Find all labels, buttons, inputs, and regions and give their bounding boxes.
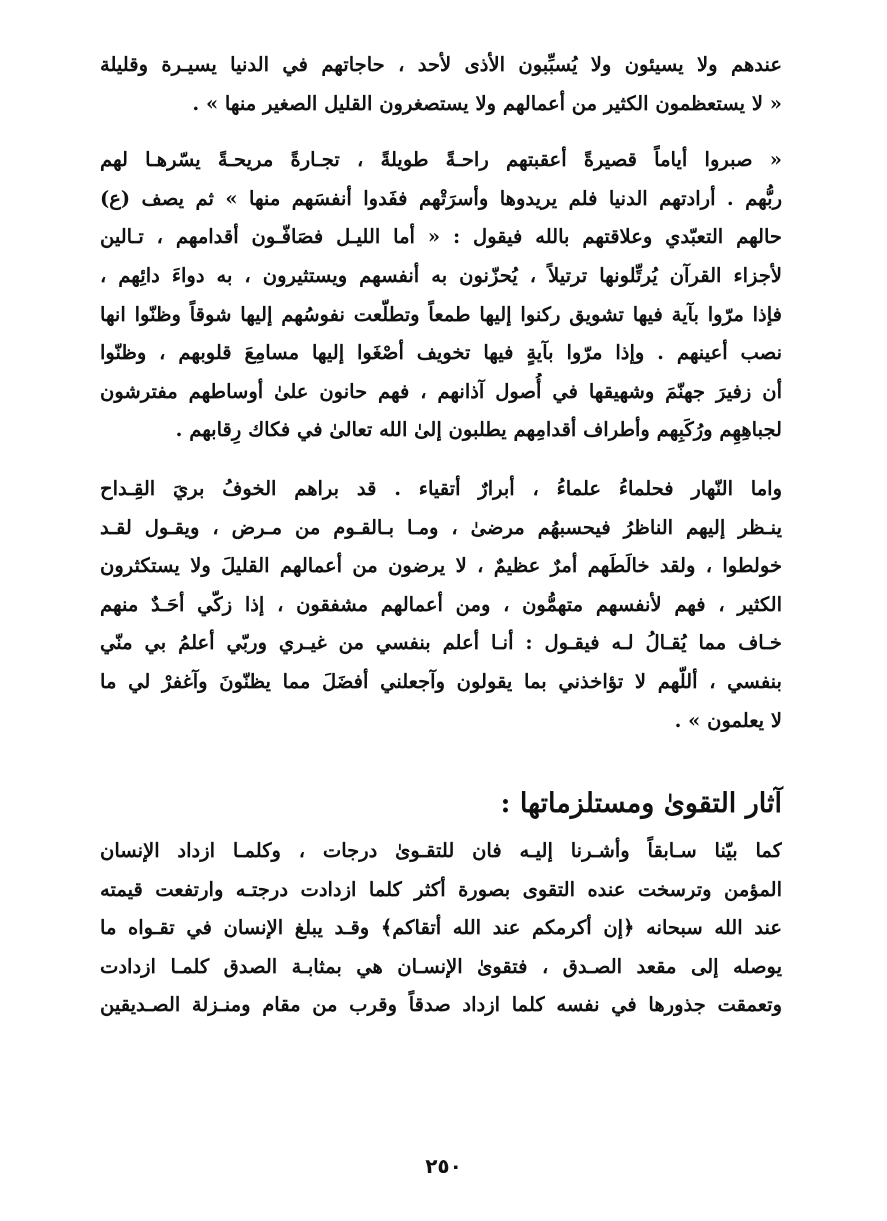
text-line: « صبروا أياماً قصيرةً أعقبتهم راحـةً طويلةً ، تجـارةً مريحـةً يسّرهـا لهم [100, 148, 782, 172]
text-line: بنفسي ، أللّهم لا تؤاخذني بما يقولون وآجعلني أفضَلَ مما يظنّونَ وآغفرْ لي ما [100, 669, 782, 693]
text-line: لجباهِهِم ورُكَبِهم وأطراف أقدامِهم يطلبون إلىٰ الله تعالىٰ في فكاك رِقابهم . [175, 418, 782, 442]
text-line: عند الله سبحانه ﴿إن أكرمكم عند الله أتقاكم﴾ وقـد يبلغ الإنسان في تقـواه ما [100, 916, 782, 940]
text-line: المؤمن وترسخت عنده التقوى بصورة أكثر كلما ازدادت درجتـه وارتفعت قيمته [100, 877, 782, 901]
text-line: نصب أعينهم . وإذا مرّوا بآيةٍ فيها تخويف أصْغَوا إليها مسامِعَ قلوبهم ، وظنّوا [100, 341, 782, 365]
text-line: حالهم التعبّدي وعلاقتهم بالله فيقول : « أما الليـل فصَافّـون أقدامهم ، تـالين [100, 225, 782, 249]
text-line: الكثير ، فهم لأنفسهم متهمُّون ، ومن أعمالهم مشفقون ، إذا زكّي أحَـدٌ منهم [100, 592, 782, 616]
text-line: أن زفيرَ جهنّمَ وشهيقها في أُصول آذانهم ، فهم حانون علىٰ أوساطهم مفترشون [100, 379, 782, 403]
paragraph [100, 470, 782, 740]
document-page [100, 46, 782, 1176]
section-heading: آثار التقوىٰ ومستلزماتها : [500, 788, 782, 820]
text-line: خولطوا ، ولقد خالَطَهم أمرٌ عظيمٌ ، لا يرضون من أعمالهم القليلَ ولا يستكثرون [100, 554, 782, 578]
text-line: واما النّهار فحلماءُ علماءُ ، أبرارٌ أتقياء . قد براهم الخوفُ بريَ القِـداح [100, 476, 782, 500]
text-line: وتعمقت جذورها في نفسه كلما ازداد صدقاً وقرب من مقام ومنـزلة الصـديقين [100, 993, 782, 1017]
text-line: عندهم ولا يسيئون ولا يُسبِّبون الأذى لأحد ، حاجاتهم في الدنيا يسيـرة وقليلة [100, 53, 782, 76]
paragraph [100, 832, 782, 1025]
text-line: ينـظر إليهم الناظرُ فيحسبهُم مرضىٰ ، ومـا بـالقـوم من مـرض ، ويقـول لقـد [100, 515, 782, 539]
text-line: ربُّهم . أرادتهم الدنيا فلم يريدوها وأسرَتْهم ففَدوا أنفسَهم منها » ثم يصف (ع) [100, 186, 782, 210]
text-line: « لا يستعظمون الكثير من أعمالهم ولا يستصغرون القليل الصغير منها » . [192, 91, 782, 115]
paragraph [100, 46, 782, 123]
text-line: يوصله إلى مقعد الصـدق ، فتقوىٰ الإنسـان هي بمثابـة الصدق كلمـا ازدادت [100, 954, 782, 978]
text-line: كما بيّنا سـابقاً وأشـرنا إليـه فان للتقـوىٰ درجات ، وكلمـا ازداد الإنسان [100, 839, 782, 863]
text-line: فإذا مرّوا بآية فيها تشويق ركنوا إليها طمعاً وتطلّعت نفوسُهم إليها شوقاً وظنّوا انها [100, 302, 782, 326]
page-number: ٢٥٠ [425, 1154, 462, 1178]
paragraph [100, 141, 782, 450]
text-line: لا يعلمون » . [674, 708, 782, 732]
text-line: لأجزاء القرآن يُرتِّلونها ترتيلاً ، يُحزّنون به أنفسهم ويستثيرون ، به دواءَ دائِهم ، [100, 263, 782, 287]
text-line: خـاف مما يُقـالُ لـه فيقـول : أنـا أعلم بنفسي من غيـري وربّي أعلمُ بي منّي [100, 631, 782, 655]
